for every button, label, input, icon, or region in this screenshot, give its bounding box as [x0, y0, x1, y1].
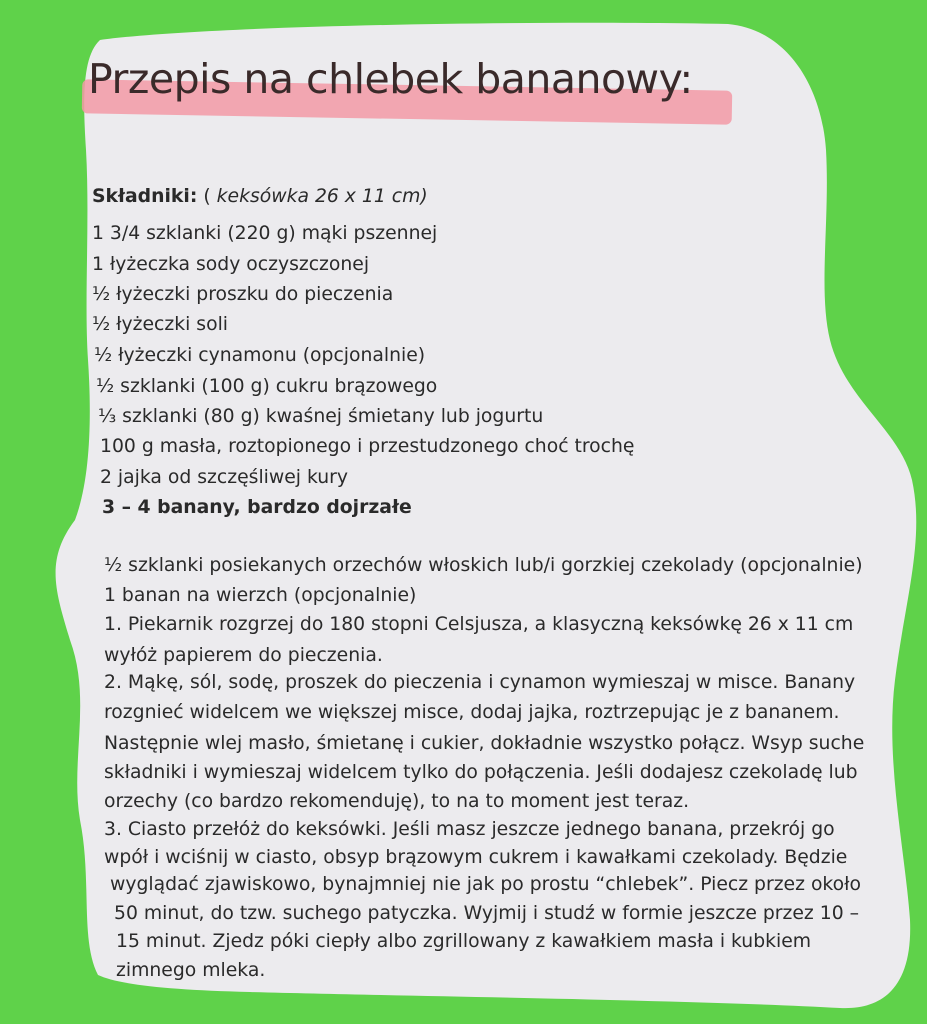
ingredient-item: 1 łyżeczka sody oczyszczonej — [92, 254, 370, 275]
ingredient-item: ½ łyżeczki soli — [92, 314, 228, 335]
step-line: składniki i wymieszaj widelcem tylko do połączenia. Jeśli dodajesz czekoladę lub — [104, 762, 858, 783]
ingredients-label: Składniki: — [92, 186, 198, 207]
step-line: zimnego mleka. — [116, 960, 266, 981]
ingredient-item: ½ łyżeczki cynamonu (opcjonalnie) — [94, 345, 426, 366]
step-line: Następnie wlej masło, śmietanę i cukier, dokładnie wszystko połącz. Wsyp suche — [104, 733, 865, 754]
ingredients-header — [92, 186, 428, 208]
title-block — [88, 55, 693, 103]
ingredients-note: keksówka 26 x 11 cm) — [216, 186, 428, 207]
extra-item: 1 banan na wierzch (opcjonalnie) — [104, 585, 417, 606]
step-line: 15 minut. Zjedz póki ciepły albo zgrillowany z kawałkiem masła i kubkiem — [116, 931, 812, 952]
step-line: rozgnieć widelcem we większej misce, dodaj jajka, roztrzepując je z bananem. — [104, 702, 840, 723]
ingredients-note-open: ( — [197, 186, 217, 207]
extra-item: ½ szklanki posiekanych orzechów włoskich lub/i gorzkiej czekolady (opcjonalnie) — [104, 555, 863, 576]
ingredient-item: ⅓ szklanki (80 g) kwaśnej śmietany lub jogurtu — [98, 406, 544, 427]
page-title: Przepis na chlebek bananowy: — [88, 55, 693, 103]
ingredient-item-bold: 3 – 4 banany, bardzo dojrzałe — [102, 497, 412, 518]
step-line: 50 minut, do tzw. suchego patyczka. Wyjmij i studź w formie jeszcze przez 10 – — [114, 903, 860, 924]
step-line: wyglądać zjawiskowo, bynajmniej nie jak po prostu “chlebek”. Piecz przez około — [110, 874, 861, 895]
ingredient-item: ½ szklanki (100 g) cukru brązowego — [96, 376, 438, 397]
step-line: 1. Piekarnik rozgrzej do 180 stopni Celsjusza, a klasyczną keksówkę 26 x 11 cm — [104, 614, 854, 635]
ingredient-item: 100 g masła, roztopionego i przestudzonego choć trochę — [100, 436, 635, 457]
step-line: orzechy (co bardzo rekomenduję), to na to moment jest teraz. — [104, 791, 690, 812]
step-line: wpół i wciśnij w ciasto, obsyp brązowym cukrem i kawałkami czekolady. Będzie — [104, 847, 848, 868]
step-line: 3. Ciasto przełóż do keksówki. Jeśli masz jeszcze jednego banana, przekrój go — [104, 819, 835, 840]
ingredient-item: 1 3/4 szklanki (220 g) mąki pszennej — [92, 223, 438, 244]
step-line: 2. Mąkę, sól, sodę, proszek do pieczenia i cynamon wymieszaj w misce. Banany — [104, 672, 856, 693]
ingredient-item: ½ łyżeczki proszku do pieczenia — [92, 284, 394, 305]
ingredient-item: 2 jajka od szczęśliwej kury — [100, 467, 349, 488]
step-line: wyłóż papierem do pieczenia. — [104, 645, 383, 666]
